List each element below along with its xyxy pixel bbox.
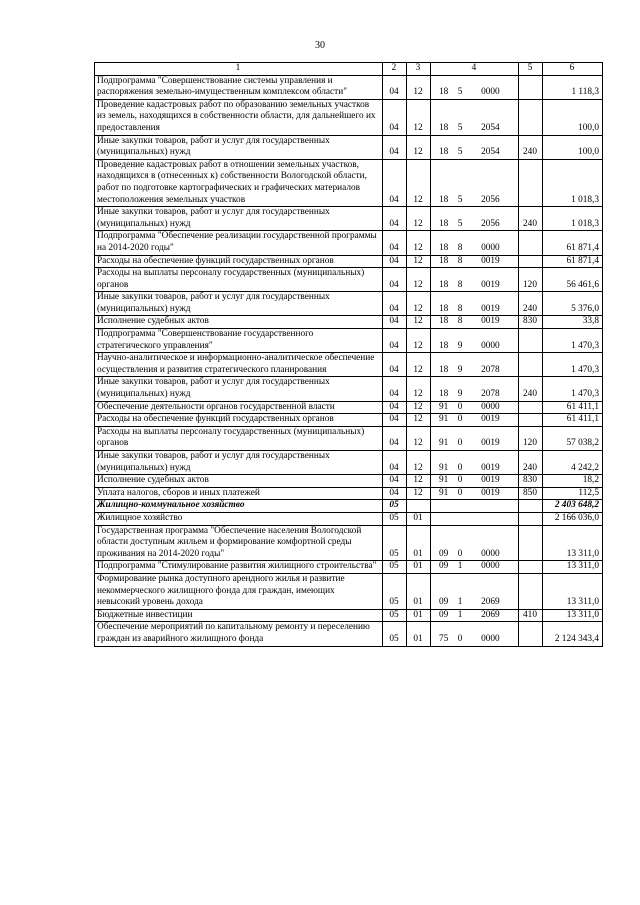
target-article-part: 0 <box>457 475 463 486</box>
expense-type-code: 120 <box>519 268 543 292</box>
subsection-code: 12 <box>407 268 431 292</box>
table-row <box>95 353 603 377</box>
target-article-part: 18 <box>439 316 449 327</box>
target-article-cell <box>431 622 519 646</box>
row-name: Иные закупки товаров, работ и услуг для государственных (муниципальных) нужд <box>95 377 383 401</box>
target-article-cell <box>431 268 519 292</box>
target-article-part: 5 <box>457 194 463 205</box>
amount: 33,8 <box>543 316 603 329</box>
target-article-part: 91 <box>439 487 449 498</box>
expense-type-code: 410 <box>519 609 543 622</box>
amount: 61 411,1 <box>543 414 603 427</box>
target-article-part: 91 <box>439 401 449 412</box>
target-article-part: 09 <box>439 597 449 608</box>
row-name: Формирование рынка доступного арендного жилья и развитие некоммерческого жилищного фонда для граждан, имеющих невысокий уровень дохода <box>95 573 383 609</box>
subsection-code: 01 <box>407 525 431 561</box>
expense-type-code <box>519 414 543 427</box>
subsection-code: 12 <box>407 426 431 450</box>
table-row <box>95 255 603 268</box>
target-article-part: 0019 <box>481 487 500 498</box>
amount: 2 403 648,2 <box>543 500 603 513</box>
target-article-part: 5 <box>457 147 463 158</box>
target-article-cell <box>431 414 519 427</box>
target-article-part: 0019 <box>481 438 500 449</box>
target-article-part: 2069 <box>481 597 500 608</box>
target-article-part: 0 <box>457 487 463 498</box>
target-article-cell <box>431 99 519 135</box>
expense-type-code <box>519 573 543 609</box>
table-row <box>95 75 603 99</box>
target-article-part: 0019 <box>481 475 500 486</box>
amount: 61 411,1 <box>543 401 603 414</box>
subsection-code: 12 <box>407 255 431 268</box>
target-article-part: 0000 <box>481 401 500 412</box>
target-article-part: 2069 <box>481 609 500 620</box>
subsection-code: 12 <box>407 414 431 427</box>
section-code: 05 <box>383 525 407 561</box>
expense-type-code: 240 <box>519 135 543 159</box>
target-article-part: 8 <box>457 316 463 327</box>
target-article-part: 18 <box>439 303 449 314</box>
subsection-code <box>407 500 431 513</box>
section-code: 04 <box>383 231 407 255</box>
target-article-cell <box>431 401 519 414</box>
table-row <box>95 525 603 561</box>
amount: 13 311,0 <box>543 609 603 622</box>
amount: 1 470,3 <box>543 377 603 401</box>
target-article-cell <box>431 573 519 609</box>
table-row <box>95 292 603 316</box>
target-article-part: 0019 <box>481 462 500 473</box>
target-article-part: 18 <box>439 340 449 351</box>
subsection-code: 01 <box>407 622 431 646</box>
subsection-code: 01 <box>407 573 431 609</box>
table-row <box>95 159 603 206</box>
table-row <box>95 500 603 513</box>
row-name: Подпрограмма "Стимулирование развития жилищного строительства" <box>95 561 383 574</box>
section-code: 05 <box>383 500 407 513</box>
section-code: 04 <box>383 207 407 231</box>
amount: 13 311,0 <box>543 561 603 574</box>
amount: 100,0 <box>543 135 603 159</box>
expense-type-code: 830 <box>519 475 543 488</box>
row-name: Расходы на выплаты персоналу государственных (муниципальных) органов <box>95 268 383 292</box>
expense-type-code <box>519 622 543 646</box>
expense-type-code: 120 <box>519 426 543 450</box>
target-article-part: 18 <box>439 194 449 205</box>
section-code: 04 <box>383 353 407 377</box>
subsection-code: 12 <box>407 353 431 377</box>
row-name: Бюджетные инвестиции <box>95 609 383 622</box>
target-article-part: 09 <box>439 609 449 620</box>
amount: 18,2 <box>543 475 603 488</box>
budget-table <box>94 62 603 647</box>
target-article-part: 9 <box>457 389 463 400</box>
amount: 5 376,0 <box>543 292 603 316</box>
row-name: Научно-аналитическое и информационно-аналитическое обеспечение осуществления и развития стратегического планирования <box>95 353 383 377</box>
target-article-part: 91 <box>439 475 449 486</box>
expense-type-code <box>519 231 543 255</box>
column-header: 2 <box>383 63 407 76</box>
row-name: Иные закупки товаров, работ и услуг для государственных (муниципальных) нужд <box>95 292 383 316</box>
target-article-part: 2054 <box>481 122 500 133</box>
section-code: 04 <box>383 487 407 500</box>
subsection-code: 12 <box>407 135 431 159</box>
target-article-part: 0000 <box>481 340 500 351</box>
row-name: Обеспечение деятельности органов государственной власти <box>95 401 383 414</box>
expense-type-code <box>519 353 543 377</box>
table-row <box>95 609 603 622</box>
target-article-part: 0019 <box>481 255 500 266</box>
row-name: Жилищное хозяйство <box>95 512 383 525</box>
expense-type-code: 850 <box>519 487 543 500</box>
expense-type-code: 240 <box>519 292 543 316</box>
target-article-part: 0000 <box>481 87 500 98</box>
subsection-code: 12 <box>407 451 431 475</box>
subsection-code: 01 <box>407 609 431 622</box>
target-article-part: 5 <box>457 122 463 133</box>
column-header: 3 <box>407 63 431 76</box>
target-article-part: 18 <box>439 87 449 98</box>
target-article-part: 1 <box>457 609 463 620</box>
target-article-cell <box>431 487 519 500</box>
table-row <box>95 99 603 135</box>
subsection-code: 12 <box>407 487 431 500</box>
target-article-cell <box>431 75 519 99</box>
header-row <box>95 63 603 76</box>
section-code: 05 <box>383 622 407 646</box>
target-article-part: 0019 <box>481 414 500 425</box>
target-article-part: 2056 <box>481 194 500 205</box>
expense-type-code: 240 <box>519 207 543 231</box>
section-code: 05 <box>383 609 407 622</box>
section-code: 04 <box>383 159 407 206</box>
table-row <box>95 329 603 353</box>
row-name: Расходы на обеспечение функций государственных органов <box>95 414 383 427</box>
target-article-part: 5 <box>457 87 463 98</box>
target-article-part: 18 <box>439 147 449 158</box>
expense-type-code: 830 <box>519 316 543 329</box>
target-article-part: 2078 <box>481 364 500 375</box>
expense-type-code <box>519 75 543 99</box>
row-name: Расходы на выплаты персоналу государственных (муниципальных) органов <box>95 426 383 450</box>
subsection-code: 12 <box>407 401 431 414</box>
amount: 100,0 <box>543 99 603 135</box>
target-article-cell <box>431 475 519 488</box>
row-name: Подпрограмма "Совершенствование государственного стратегического управления" <box>95 329 383 353</box>
section-code: 04 <box>383 401 407 414</box>
amount: 13 311,0 <box>543 573 603 609</box>
row-name: Обеспечение мероприятий по капитальному ремонту и переселению граждан из аварийного жилищного фонда <box>95 622 383 646</box>
target-article-part: 0000 <box>481 561 500 572</box>
section-code: 04 <box>383 377 407 401</box>
expense-type-code <box>519 500 543 513</box>
target-article-part: 8 <box>457 255 463 266</box>
target-article-cell <box>431 207 519 231</box>
target-article-cell <box>431 512 519 525</box>
target-article-part: 0 <box>457 438 463 449</box>
expense-type-code <box>519 561 543 574</box>
target-article-cell <box>431 451 519 475</box>
target-article-cell <box>431 255 519 268</box>
target-article-part: 8 <box>457 303 463 314</box>
target-article-part: 8 <box>457 279 463 290</box>
amount: 13 311,0 <box>543 525 603 561</box>
target-article-part: 18 <box>439 255 449 266</box>
amount: 57 038,2 <box>543 426 603 450</box>
row-name: Уплата налогов, сборов и иных платежей <box>95 487 383 500</box>
amount: 112,5 <box>543 487 603 500</box>
table-row <box>95 401 603 414</box>
subsection-code: 12 <box>407 377 431 401</box>
table-row <box>95 487 603 500</box>
target-article-cell <box>431 292 519 316</box>
table-row <box>95 414 603 427</box>
table-row <box>95 475 603 488</box>
amount: 1 018,3 <box>543 207 603 231</box>
target-article-cell <box>431 329 519 353</box>
target-article-cell <box>431 500 519 513</box>
target-article-cell <box>431 353 519 377</box>
target-article-part: 18 <box>439 279 449 290</box>
table-row <box>95 561 603 574</box>
subsection-code: 12 <box>407 207 431 231</box>
target-article-part: 9 <box>457 340 463 351</box>
target-article-part: 18 <box>439 242 449 253</box>
section-code: 05 <box>383 573 407 609</box>
section-code: 04 <box>383 99 407 135</box>
table-row <box>95 377 603 401</box>
table-row <box>95 268 603 292</box>
target-article-cell <box>431 377 519 401</box>
amount: 1 118,3 <box>543 75 603 99</box>
amount: 1 470,3 <box>543 353 603 377</box>
expense-type-code <box>519 512 543 525</box>
amount: 56 461,6 <box>543 268 603 292</box>
amount: 4 242,2 <box>543 451 603 475</box>
section-code: 04 <box>383 329 407 353</box>
table-row <box>95 622 603 646</box>
target-article-part: 1 <box>457 597 463 608</box>
amount: 1 018,3 <box>543 159 603 206</box>
page-number: 30 <box>315 40 325 51</box>
expense-type-code <box>519 159 543 206</box>
column-header: 1 <box>95 63 383 76</box>
expense-type-code <box>519 525 543 561</box>
row-name: Иные закупки товаров, работ и услуг для государственных (муниципальных) нужд <box>95 207 383 231</box>
target-article-part: 0019 <box>481 303 500 314</box>
target-article-cell <box>431 561 519 574</box>
target-article-part: 2078 <box>481 389 500 400</box>
row-name: Жилищно-коммунальное хозяйство <box>95 500 383 513</box>
target-article-part: 5 <box>457 218 463 229</box>
target-article-part: 9 <box>457 364 463 375</box>
expense-type-code <box>519 329 543 353</box>
amount: 2 166 036,0 <box>543 512 603 525</box>
subsection-code: 12 <box>407 292 431 316</box>
column-header: 4 <box>431 63 519 76</box>
target-article-cell <box>431 135 519 159</box>
target-article-part: 75 <box>439 633 449 644</box>
target-article-part: 2056 <box>481 218 500 229</box>
subsection-code: 12 <box>407 475 431 488</box>
section-code: 04 <box>383 426 407 450</box>
section-code: 04 <box>383 255 407 268</box>
target-article-part: 1 <box>457 561 463 572</box>
expense-type-code: 240 <box>519 377 543 401</box>
target-article-part: 0 <box>457 633 463 644</box>
target-article-part: 18 <box>439 218 449 229</box>
target-article-part: 0 <box>457 548 463 559</box>
target-article-cell <box>431 525 519 561</box>
target-article-part: 0 <box>457 401 463 412</box>
table-row <box>95 207 603 231</box>
target-article-part: 91 <box>439 462 449 473</box>
section-code: 04 <box>383 316 407 329</box>
subsection-code: 12 <box>407 316 431 329</box>
target-article-part: 18 <box>439 122 449 133</box>
expense-type-code: 240 <box>519 451 543 475</box>
subsection-code: 01 <box>407 561 431 574</box>
target-article-cell <box>431 231 519 255</box>
column-header: 6 <box>543 63 603 76</box>
subsection-code: 01 <box>407 512 431 525</box>
table-row <box>95 573 603 609</box>
target-article-part: 09 <box>439 548 449 559</box>
row-name: Подпрограмма "Обеспечение реализации государственной программы на 2014-2020 годы" <box>95 231 383 255</box>
target-article-part: 0000 <box>481 633 500 644</box>
table-row <box>95 135 603 159</box>
section-code: 04 <box>383 475 407 488</box>
row-name: Иные закупки товаров, работ и услуг для государственных (муниципальных) нужд <box>95 451 383 475</box>
row-name: Проведение кадастровых работ в отношении земельных участков, находящихся в (отнесенных к) собственности Вологодской области, работ по подготовке картографических и графических материалов местоположения земельных участков <box>95 159 383 206</box>
target-article-cell <box>431 426 519 450</box>
row-name: Подпрограмма "Совершенствование системы управления и распоряжения земельно-имущественным комплексом области" <box>95 75 383 99</box>
amount: 1 470,3 <box>543 329 603 353</box>
target-article-part: 0000 <box>481 548 500 559</box>
column-header: 5 <box>519 63 543 76</box>
target-article-cell <box>431 159 519 206</box>
target-article-part: 0 <box>457 414 463 425</box>
target-article-part: 8 <box>457 242 463 253</box>
section-code: 04 <box>383 135 407 159</box>
amount: 61 871,4 <box>543 231 603 255</box>
table-row <box>95 451 603 475</box>
section-code: 04 <box>383 75 407 99</box>
row-name: Проведение кадастровых работ по образованию земельных участков из земель, находящихся в собственности области, для дальнейшего их предоставления <box>95 99 383 135</box>
table-row <box>95 231 603 255</box>
row-name: Исполнение судебных актов <box>95 316 383 329</box>
subsection-code: 12 <box>407 159 431 206</box>
section-code: 04 <box>383 414 407 427</box>
section-code: 05 <box>383 561 407 574</box>
section-code: 04 <box>383 292 407 316</box>
target-article-part: 09 <box>439 561 449 572</box>
target-article-part: 18 <box>439 389 449 400</box>
expense-type-code <box>519 99 543 135</box>
target-article-part: 91 <box>439 414 449 425</box>
target-article-part: 18 <box>439 364 449 375</box>
amount: 61 871,4 <box>543 255 603 268</box>
target-article-part: 0019 <box>481 279 500 290</box>
expense-type-code <box>519 401 543 414</box>
target-article-part: 2054 <box>481 147 500 158</box>
target-article-part: 0 <box>457 462 463 473</box>
section-code: 05 <box>383 512 407 525</box>
section-code: 04 <box>383 268 407 292</box>
target-article-cell <box>431 609 519 622</box>
section-code: 04 <box>383 451 407 475</box>
target-article-cell <box>431 316 519 329</box>
expense-type-code <box>519 255 543 268</box>
row-name: Расходы на обеспечение функций государственных органов <box>95 255 383 268</box>
row-name: Исполнение судебных актов <box>95 475 383 488</box>
amount: 2 124 343,4 <box>543 622 603 646</box>
subsection-code: 12 <box>407 231 431 255</box>
table-row <box>95 512 603 525</box>
target-article-part: 0000 <box>481 242 500 253</box>
table-row <box>95 316 603 329</box>
row-name: Государственная программа "Обеспечение населения Вологодской области доступным жильем и формирование комфортной среды проживания на 2014-2020 годы" <box>95 525 383 561</box>
subsection-code: 12 <box>407 75 431 99</box>
target-article-part: 0019 <box>481 316 500 327</box>
subsection-code: 12 <box>407 99 431 135</box>
row-name: Иные закупки товаров, работ и услуг для государственных (муниципальных) нужд <box>95 135 383 159</box>
subsection-code: 12 <box>407 329 431 353</box>
target-article-part: 91 <box>439 438 449 449</box>
table-row <box>95 426 603 450</box>
